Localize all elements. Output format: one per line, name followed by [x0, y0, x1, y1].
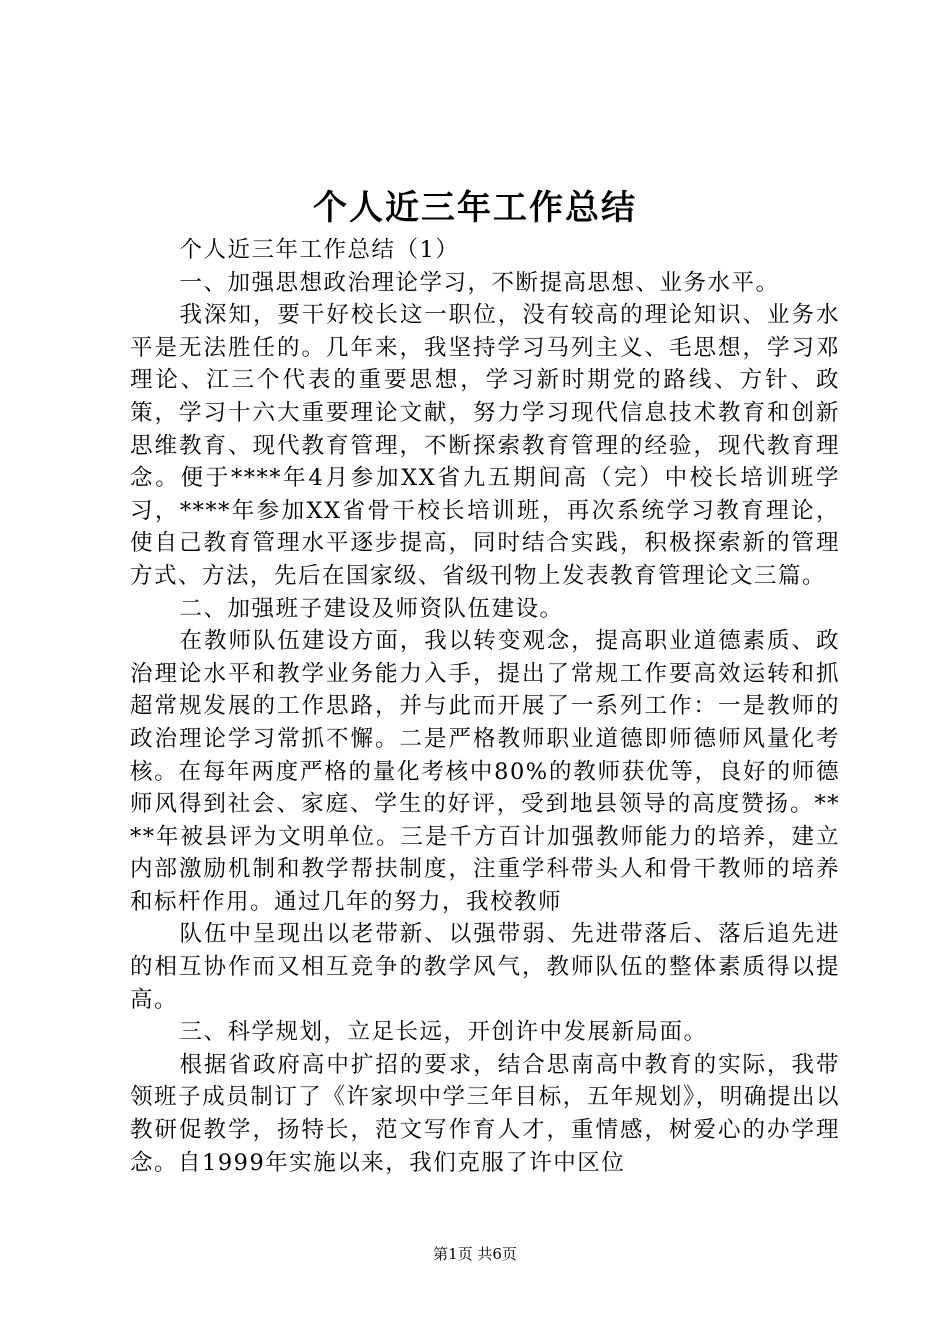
document-body — [130, 234, 840, 1179]
paragraph-section-heading-1: 一、加强思想政治理论学习，不断提高思想、业务水平。 — [179, 269, 780, 296]
paragraph-section-heading-2: 二、加强班子建设及师资队伍建设。 — [179, 595, 564, 622]
document-title: 个人近三年工作总结 — [313, 188, 637, 228]
paragraph: 队伍中呈现出以老带新、以强带弱、先进带落后、落后追先进的相互协作而又相互竞争的教学风气，教师队伍的整体素质得以提高。 — [130, 921, 840, 1013]
paragraph-section-heading-3: 三、科学规划，立足长远，开创许中发展新局面。 — [179, 1019, 708, 1046]
paragraph-subtitle: 个人近三年工作总结（1） — [179, 237, 460, 263]
paragraph: 根据省政府高中扩招的要求，结合思南高中教育的实际，我带领班子成员制订了《许家坝中学三年目标，五年规划》，明确提出以教研促教学，扬特长，范文写作育人才，重情感，树爱心的办学理念。自1999年实施以来，我们克服了许中区位 — [130, 1051, 840, 1176]
paragraph: 我深知，要干好校长这一职位，没有较高的理论知识、业务水平是无法胜任的。几年来，我坚持学习马列主义、毛思想，学习邓理论、江三个代表的重要思想，学习新时期党的路线、方针、政策，学习十六大重要理论文献，努力学习现代信息技术教育和创新思维教育、现代教育管理，不断探索教育管理的经验，现代教育理念。便于****年4月参加XX省九五期间高（完）中校长培训班学习，****年参加XX省骨干校长培训班，再次系统学习教育理论，使自己教育管理水平逐步提高，同时结合实践，积极探索新的管理方式、方法，先后在国家级、省级刊物上发表教育管理论文三篇。 — [130, 302, 840, 589]
page-number-footer: 第1页 共6页 — [433, 1245, 517, 1263]
paragraph: 在教师队伍建设方面，我以转变观念，提高职业道德素质、政治理论水平和教学业务能力入手，提出了常规工作要高效运转和抓超常规发展的工作思路，并与此而开展了一系列工作：一是教师的政治理论学习常抓不懈。二是严格教师职业道德即师德师风量化考核。在每年两度严格的量化考核中80%的教师获优等，良好的师德师风得到社会、家庭、学生的好评，受到地县领导的高度赞扬。****年被县评为文明单位。三是千方百计加强教师能力的培养，建立内部激励机制和教学帮扶制度，注重学科带头人和骨干教师的培养和标杆作用。通过几年的努力，我校教师 — [130, 628, 840, 915]
